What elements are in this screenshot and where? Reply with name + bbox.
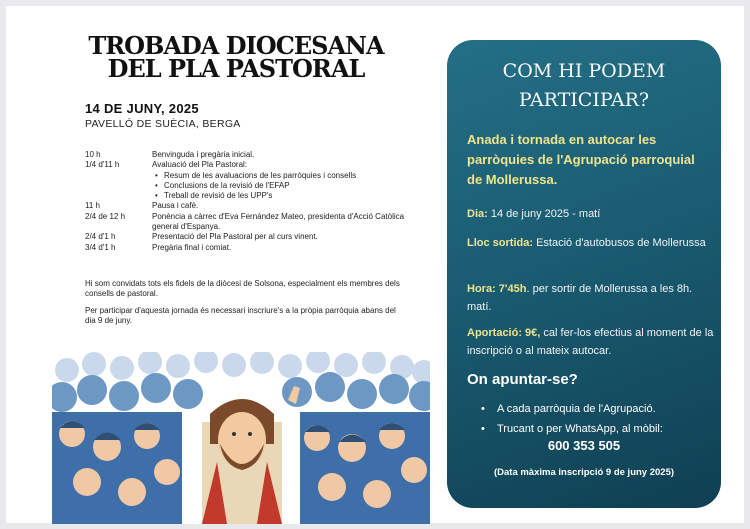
event-date: 14 DE JUNY, 2025 bbox=[85, 101, 199, 116]
schedule-time: 2/4 de 12 h bbox=[85, 211, 126, 221]
flyer-page bbox=[6, 6, 744, 523]
crowd-illustration bbox=[52, 352, 430, 524]
phone-number[interactable]: 600 353 505 bbox=[547, 438, 621, 453]
schedule-bullet: • Resum de les avaluacions de les parròquies i consells bbox=[152, 171, 415, 181]
info-time bbox=[467, 280, 715, 316]
schedule-text: Benvinguda i pregària inicial. bbox=[152, 150, 255, 159]
schedule-text: Pregària final i comiat. bbox=[152, 242, 232, 252]
info-contribution-label: Aportació: bbox=[467, 327, 522, 339]
info-departure-label: Lloc sortida: bbox=[467, 237, 534, 249]
signup-item: • A cada parròquia de l'Agrupació. bbox=[477, 400, 712, 418]
participation-panel bbox=[447, 40, 721, 508]
info-day bbox=[467, 205, 715, 223]
schedule-time: 10 h bbox=[85, 150, 101, 159]
schedule-bullet: • Conclusions de la revisió de l'EFAP bbox=[152, 181, 415, 191]
schedule-text: Presentació del Pla Pastoral per al curs vinent. bbox=[152, 232, 318, 242]
event-place: PAVELLÓ DE SUÈCIA, BERGA bbox=[85, 118, 241, 130]
schedule-time: 11 h bbox=[85, 201, 100, 211]
info-day-label: Dia: bbox=[467, 208, 488, 220]
schedule-time: 2/4 d'1 h bbox=[85, 232, 116, 242]
signup-heading: On apuntar-se? bbox=[467, 371, 578, 388]
schedule-text-block bbox=[152, 160, 415, 201]
schedule-time: 3/4 d'1 h bbox=[85, 242, 116, 252]
info-contribution-amount: 9€, bbox=[522, 327, 541, 339]
schedule-row bbox=[85, 150, 415, 160]
deadline-note: (Data màxima inscripció 9 de juny 2025) bbox=[493, 467, 675, 478]
invitation-note: Hi som convidats tots els fidels de la diòcesi de Solsona, especialment els membres dels consells de pastoral. bbox=[85, 279, 400, 298]
schedule-text: Avaluació del Pla Pastoral: bbox=[152, 160, 248, 170]
event-title bbox=[46, 31, 426, 83]
panel-title bbox=[447, 57, 721, 115]
title-line-1: TROBADA DIOCESANA bbox=[88, 31, 384, 60]
title-line-2: DEL PLA PASTORAL bbox=[107, 54, 365, 83]
info-time-value: . per sortir de Mollerussa a les 8h. matí. bbox=[467, 283, 693, 313]
panel-lead: Anada i tornada en autocar les parròquies de l'Agrupació parroquial de Mollerussa. bbox=[467, 132, 695, 187]
schedule-row bbox=[85, 201, 415, 211]
info-time-hour: 7'45h bbox=[495, 283, 527, 295]
signup-item: • Trucant o per WhatsApp, al mòbil: bbox=[477, 420, 712, 438]
info-day-value: 14 de juny 2025 - matí bbox=[487, 208, 601, 220]
registration-note: Per participar d'aquesta jornada és necessari inscriure's a la pròpia parròquia abans del dia 9 de juny. bbox=[85, 306, 396, 325]
schedule-time: 1/4 d'11 h bbox=[85, 160, 120, 170]
info-departure bbox=[467, 234, 715, 252]
schedule-row bbox=[85, 232, 415, 242]
info-contribution-value: cal fer-los efectius al moment de la inscripció o al mateix autocar. bbox=[467, 327, 714, 357]
info-time-label: Hora: bbox=[467, 283, 496, 295]
panel-title-line-2: PARTICIPAR? bbox=[518, 89, 650, 111]
schedule-row bbox=[85, 212, 415, 233]
schedule-text: Ponència a càrrec d'Eva Fernández Mateo, presidenta d'Acció Catòlica general d'Espanya. bbox=[152, 211, 405, 232]
crowd-drawing bbox=[52, 352, 430, 524]
schedule-text: Pausa i cafè. bbox=[152, 201, 199, 211]
panel-title-line-1: COM HI PODEM bbox=[502, 60, 666, 82]
signup-list bbox=[477, 400, 712, 440]
schedule bbox=[85, 150, 415, 253]
info-contribution bbox=[467, 324, 715, 360]
schedule-bullet: • Treball de revisió de les UPP's bbox=[152, 191, 415, 201]
info-departure-value: Estació d'autobusos de Mollerussa bbox=[533, 237, 706, 249]
schedule-row bbox=[85, 160, 415, 201]
schedule-row bbox=[85, 243, 415, 253]
